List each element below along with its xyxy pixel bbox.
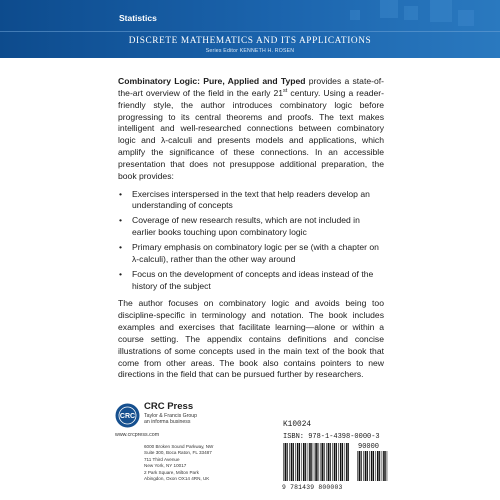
svg-text:CRC: CRC (119, 413, 136, 420)
price-barcode (357, 451, 388, 481)
publisher-address: 6000 Broken Sound Parkway, NW Suite 300, Boca Raton, FL 33487 (144, 444, 214, 455)
price-code: 90000 (358, 443, 380, 451)
intro-text-b: century. Using a reader-friendly style, the author introduces combinatory logic before progressing to its central theorems and proofs. The text makes intelligent and well-researched connections between combinatory logic and λ-calculi and presents models and applications, which amplify the significance of these connections. In an accessible presentation that does not presuppose additional preparation, the book provides: (118, 87, 385, 181)
decor-square (350, 10, 360, 20)
closing-paragraph: The author focuses on combinatory logic and avoids being too discipline-specific in terminology and notation. The book includes examples and exercises that facilitate learning—alone or within a course setting. The appendix contains definitions and concise illustrations of some concepts used in the main text of the book that come from other areas. The book also contains pointers to new directions in the field that can be pursued further by researchers. (118, 298, 384, 380)
category-label: Statistics (119, 13, 157, 23)
list-item: • Coverage of new research results, which are not included in earlier books touching upon combinatory logic (118, 215, 384, 239)
header-divider (0, 31, 500, 32)
crc-logo-icon (115, 403, 140, 428)
publisher-name: CRC Press (144, 401, 194, 412)
publisher-tagline: an informa business (144, 419, 191, 425)
decor-square (404, 6, 418, 20)
publisher-block (115, 398, 245, 498)
series-title: DISCRETE MATHEMATICS AND ITS APPLICATIONS (128, 36, 372, 46)
publisher-url: www.crcpress.com (115, 432, 160, 438)
catalog-code: K10024 (283, 421, 312, 429)
list-item: • Exercises interspersed in the text that help readers develop an understanding of concepts (118, 189, 384, 213)
intro-superscript: st (283, 87, 288, 94)
series-editor: Series Editor KENNETH H. ROSEN (205, 48, 295, 54)
header-band (0, 0, 500, 58)
book-title: Combinatory Logic: Pure, Applied and Typed (118, 76, 306, 86)
list-item: • Focus on the development of concepts and ideas instead of the history of the subject (118, 269, 384, 293)
description (118, 76, 384, 381)
feature-list (118, 189, 384, 293)
publisher-address: 711 Third Avenue New York, NY 10017 (144, 457, 187, 468)
intro-paragraph (118, 76, 384, 183)
ean-number: 9 781439 800003 (282, 484, 343, 491)
isbn-barcode (283, 443, 349, 481)
isbn-label: ISBN: 978-1-4398-0000-3 (283, 433, 380, 441)
publisher-group: Taylor & Francis Group (144, 413, 198, 419)
publisher-address: 2 Park Square, Milton Park Abingdon, Oxon OX14 4RN, UK (144, 470, 210, 481)
intro-text-a: provides a state-of-the-art overview of the field in the early 21 (118, 76, 385, 98)
list-item: • Primary emphasis on combinatory logic per se (with a chapter on λ-calculi), rather than the other way around (118, 242, 384, 266)
decor-square (430, 0, 452, 22)
decor-square (458, 10, 474, 26)
decor-square (380, 0, 398, 18)
